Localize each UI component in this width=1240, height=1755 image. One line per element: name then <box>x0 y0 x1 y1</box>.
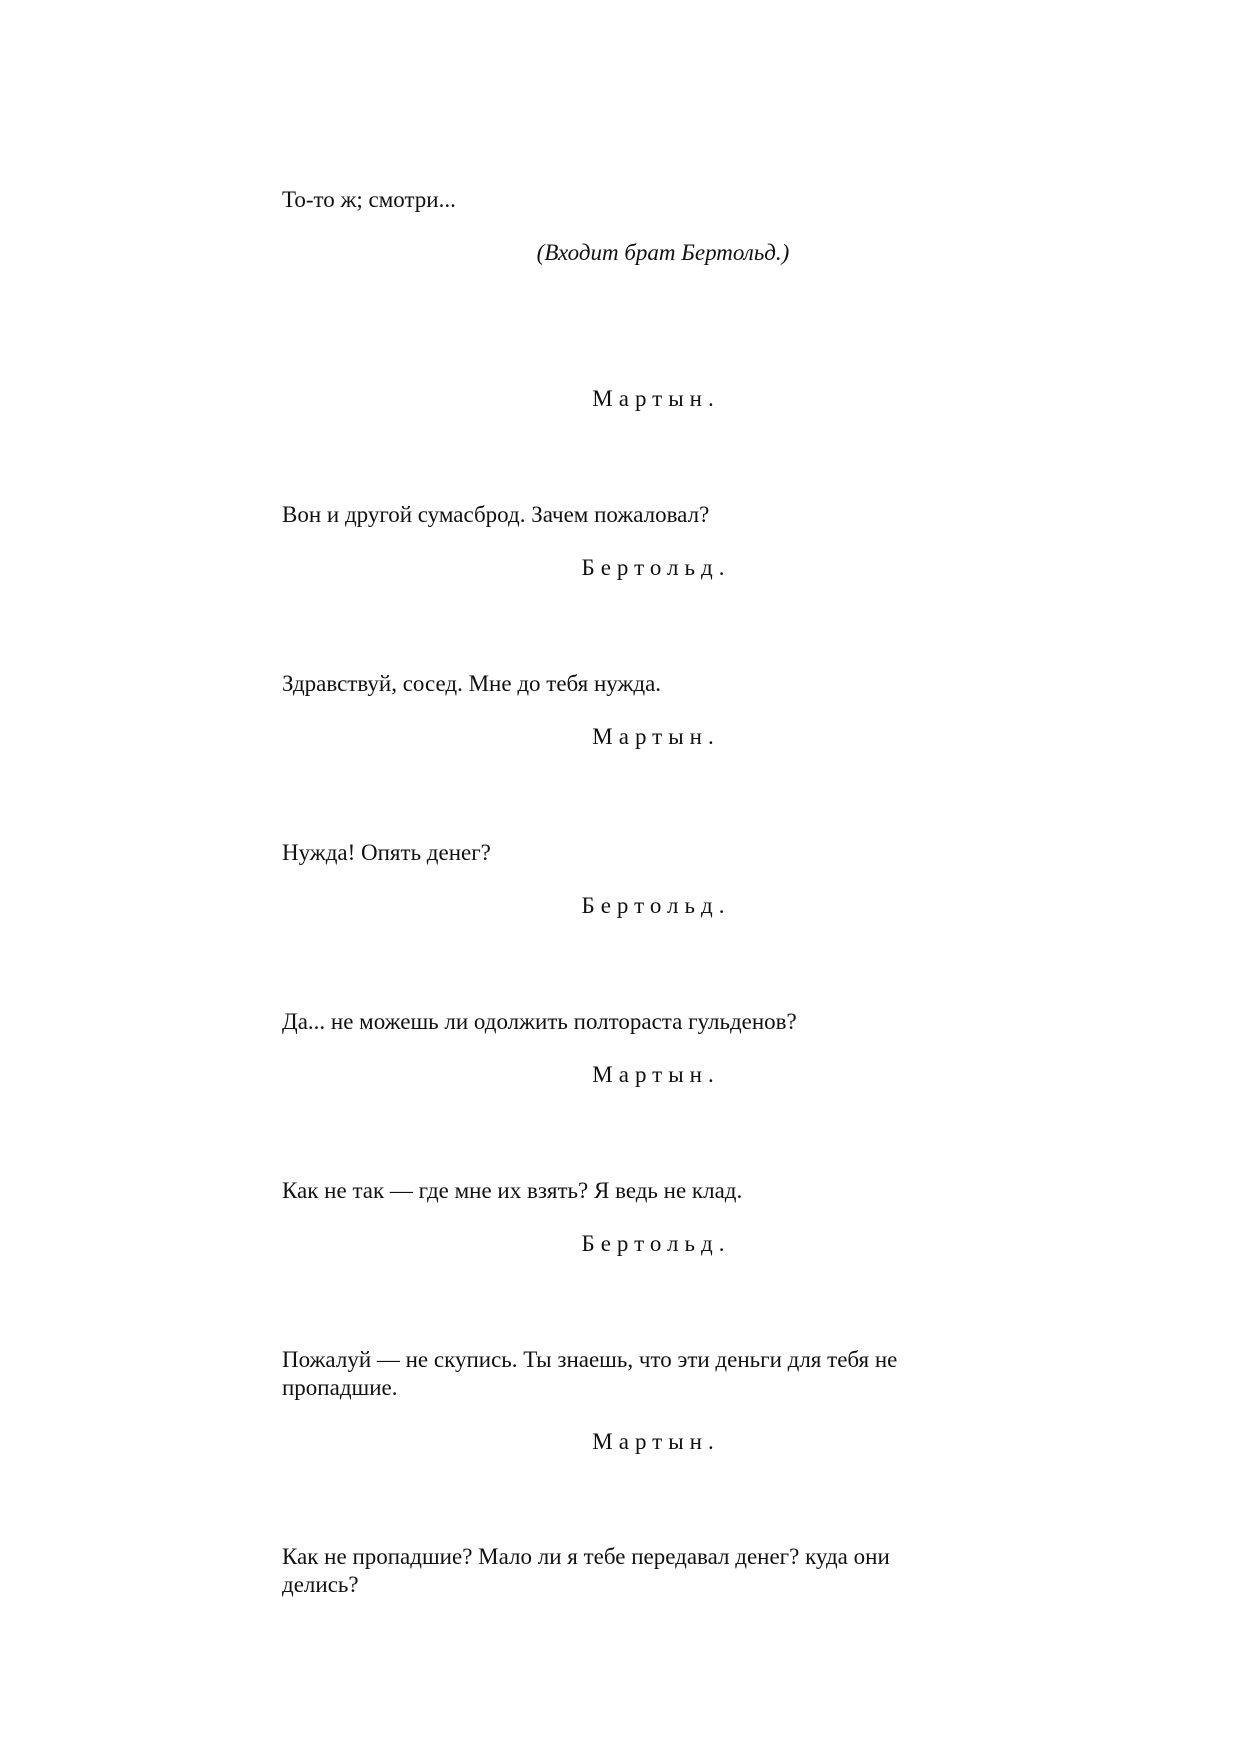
speaker-name: Бертольд. <box>581 893 731 918</box>
dialogue-line: То-то ж; смотри... <box>282 187 456 212</box>
speaker-name: Бертольд. <box>581 1231 731 1256</box>
stage-direction: (Входит брат Бертольд.) <box>536 240 790 265</box>
dialogue-line: Здравствуй, сосед. Мне до тебя нужда. <box>282 671 662 696</box>
dialogue-line: Нужда! Опять денег? <box>282 840 491 865</box>
dialogue-line: Вон и другой сумасброд. Зачем пожаловал? <box>282 502 710 527</box>
dialogue-line: Пожалуй — не скупись. Ты знаешь, что эти деньги для тебя не пропадшие. <box>282 1347 898 1400</box>
speaker-name: Мартын. <box>592 1062 720 1087</box>
dialogue-line: Да... не можешь ли одолжить полтораста гульденов? <box>282 1009 797 1034</box>
speaker-name: Мартын. <box>592 724 720 749</box>
speaker-name: Бертольд. <box>581 555 731 580</box>
speaker-name: Мартын. <box>592 386 720 411</box>
dialogue-line: Как не пропадшие? Мало ли я тебе передавал денег? куда они делись? <box>282 1544 890 1597</box>
speaker-name: Мартын. <box>592 1429 720 1454</box>
dialogue-line: Как не так — где мне их взять? Я ведь не клад. <box>282 1178 743 1203</box>
